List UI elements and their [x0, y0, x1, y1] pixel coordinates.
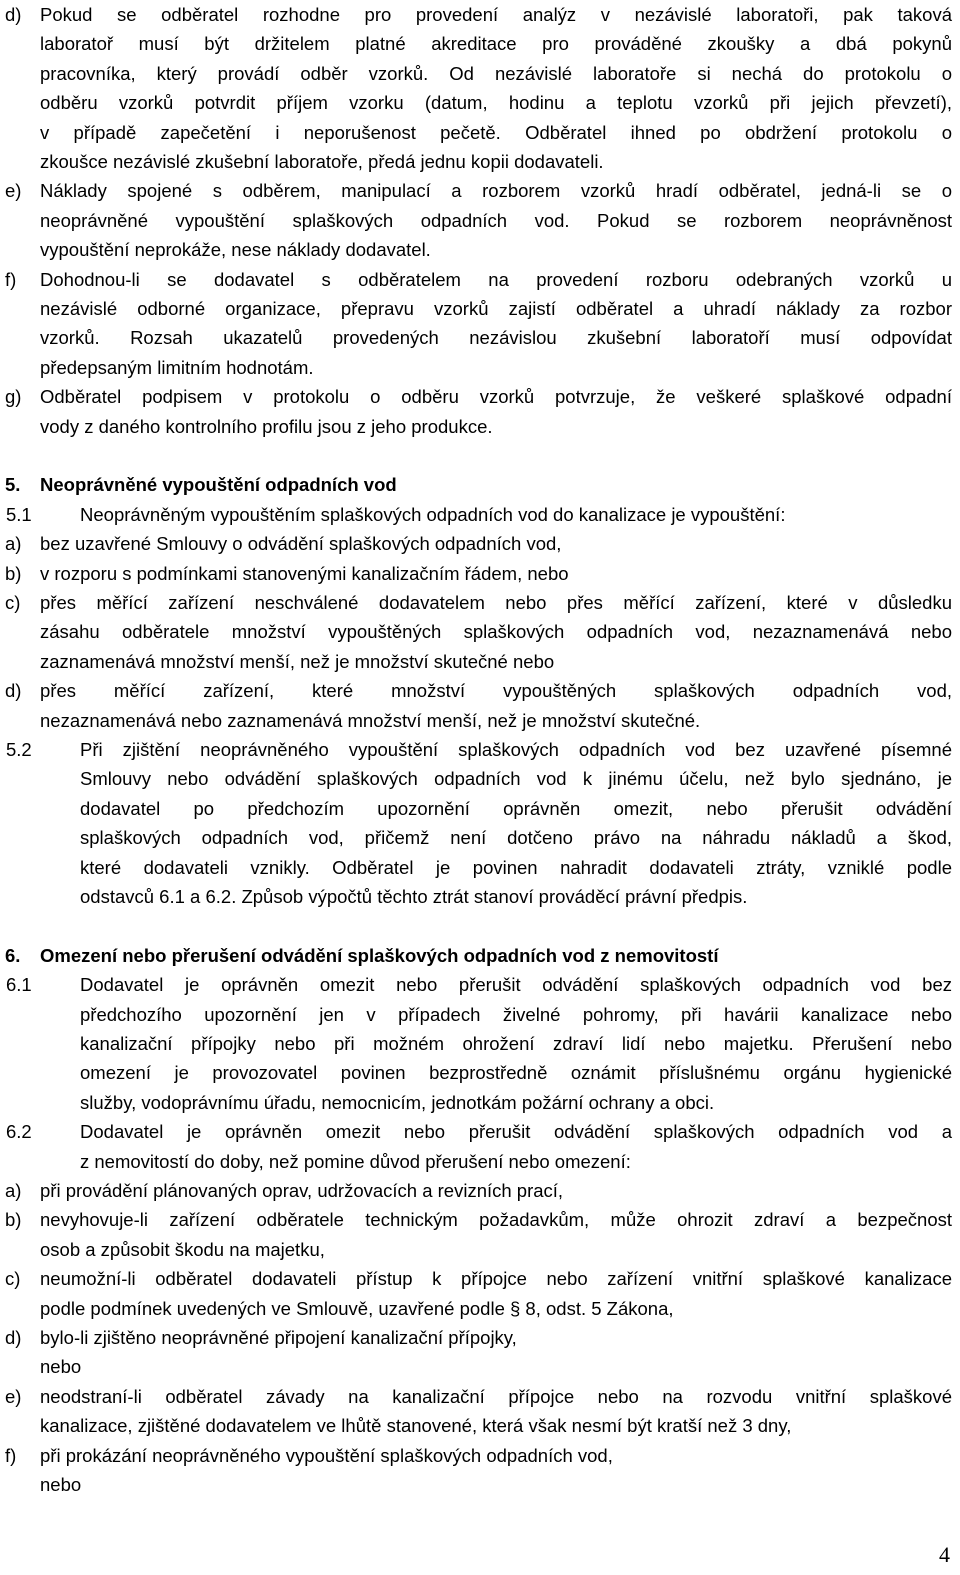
item-label: d)	[5, 1327, 22, 1348]
item-label: a)	[5, 533, 22, 555]
item-text: kanalizace, zjištěné dodavatelem ve lhůtě stanovené, která však nesmí být kratší než 3 dny,	[40, 1415, 792, 1437]
text-line	[0, 353, 960, 382]
item-text: osob a způsobit škodu na majetku,	[40, 1238, 325, 1260]
text-line	[0, 1382, 960, 1411]
text-line	[0, 941, 960, 970]
item-text: omezení je provozovatel povinen bezprostředně oznámit příslušnému orgánu hygienické	[80, 1062, 952, 1084]
item-text: přes měřící zařízení neschválené dodavatelem nebo přes měřící zařízení, které v důsledku	[40, 592, 952, 613]
text-line	[0, 764, 960, 793]
text-line	[0, 853, 960, 882]
item-text: splaškových odpadních vod, přičemž není dotčeno právo na náhradu nákladů a škod,	[80, 827, 952, 849]
item-text: Náklady spojené s odběrem, manipulací a rozborem vzorků hradí odběratel, jedná-li se o	[40, 180, 952, 202]
text-line	[0, 529, 960, 558]
item-text: služby, vodoprávnímu úřadu, nemocnicím, jednotkám požární ochrany a obci.	[80, 1091, 715, 1113]
item-text: neodstraní-li odběratel závady na kanalizační přípojce nebo na rozvodu vnitřní splaškové	[40, 1385, 952, 1407]
item-label: c)	[5, 592, 21, 613]
text-line	[0, 882, 960, 911]
text-line	[0, 323, 960, 352]
item-label: b)	[5, 562, 22, 584]
text-line	[0, 1294, 960, 1323]
text-line	[0, 1029, 960, 1058]
text-line	[0, 1470, 960, 1499]
item-text: vypouštění neprokáže, nese náklady dodavatel.	[40, 239, 431, 261]
text-line	[0, 1235, 960, 1264]
item-label: 5.	[5, 474, 21, 496]
item-text: při provádění plánovaných oprav, udržovacích a revizních prací,	[40, 1180, 564, 1201]
text-line	[0, 1264, 960, 1293]
text-line	[0, 970, 960, 999]
item-label: c)	[5, 1268, 21, 1290]
item-text: nebo	[40, 1356, 82, 1378]
text-line	[0, 147, 960, 176]
text-line	[0, 235, 960, 264]
item-label: f)	[5, 268, 17, 290]
item-text: odběru vzorků potvrdit příjem vzorku (datum, hodinu a teplotu vzorků při jejich převzetí),	[40, 92, 952, 114]
text-line	[0, 88, 960, 117]
item-text: nevyhovuje-li zařízení odběratele technickým požadavkům, může ohrozit zdraví a bezpečnost	[40, 1209, 952, 1231]
item-label: 6.1	[6, 974, 32, 996]
item-label: 5.1	[6, 503, 32, 525]
text-line	[0, 1058, 960, 1087]
text-line	[0, 1176, 960, 1205]
text-line	[0, 29, 960, 58]
text-line	[0, 1352, 960, 1381]
item-text: bylo-li zjištěno neoprávněné připojení kanalizační přípojky,	[40, 1327, 517, 1348]
item-text: odstavců 6.1 a 6.2. Způsob výpočtů těchto ztrát stanoví prováděcí právní předpis.	[80, 886, 748, 907]
item-text: Při zjištění neoprávněného vypouštění splaškových odpadních vod bez uzavřené písemné	[80, 739, 952, 760]
text-line	[0, 412, 960, 441]
text-line	[0, 265, 960, 294]
text-line	[0, 588, 960, 617]
text-line	[0, 823, 960, 852]
text-line	[0, 294, 960, 323]
item-text: Dodavatel je oprávněn omezit nebo přerušit odvádění splaškových odpadních vod bez	[80, 974, 952, 996]
text-line	[0, 647, 960, 676]
item-label: e)	[5, 180, 22, 202]
text-line	[0, 206, 960, 235]
text-line	[0, 118, 960, 147]
item-text: z nemovitostí do doby, než pomine důvod přerušení nebo omezení:	[80, 1150, 631, 1172]
item-text: Smlouvy nebo odvádění splaškových odpadních vod k jinému účelu, než bylo sjednáno, je	[80, 768, 952, 790]
item-text: nezaznamenává nebo zaznamenává množství menší, než je množství skutečné.	[40, 709, 701, 731]
item-text: laboratoř musí být držitelem platné akreditace pro prováděné zkoušky a dbá pokynů	[40, 33, 952, 55]
item-label: e)	[5, 1385, 22, 1407]
text-line	[0, 382, 960, 411]
item-text: vzorků. Rozsah ukazatelů provedených nezávislou zkušební laboratoří musí odpovídat	[40, 327, 952, 349]
text-line	[0, 176, 960, 205]
item-text: vody z daného kontrolního profilu jsou z jeho produkce.	[40, 415, 493, 437]
text-line	[0, 706, 960, 735]
text-line	[0, 0, 960, 29]
item-text: předchozího upozornění jen v případech živelné pohromy, při havárii kanalizace nebo	[80, 1003, 952, 1025]
item-label: 6.2	[6, 1121, 32, 1143]
item-text: neumožní-li odběratel dodavateli přístup k přípojce nebo zařízení vnitřní splaškové kanalizace	[40, 1268, 952, 1290]
item-text: při prokázání neoprávněného vypouštění splaškových odpadních vod,	[40, 1444, 613, 1466]
item-text: Pokud se odběratel rozhodne pro provedení analýz v nezávislé laboratoři, pak taková	[40, 4, 952, 25]
item-label: b)	[5, 1209, 22, 1231]
item-text: podle podmínek uvedených ve Smlouvě, uzavřené podle § 8, odst. 5 Zákona,	[40, 1297, 674, 1319]
text-line	[0, 470, 960, 499]
item-text: Dodavatel je oprávněn omezit nebo přerušit odvádění splaškových odpadních vod a	[80, 1121, 952, 1143]
text-line	[0, 1000, 960, 1029]
text-line	[0, 500, 960, 529]
item-text: zásahu odběratele množství vypouštěných splaškových odpadních vod, nezaznamenává nebo	[40, 621, 952, 643]
item-label: f)	[5, 1444, 17, 1466]
item-label: d)	[5, 680, 22, 702]
item-label: a)	[5, 1180, 22, 1201]
item-text: neoprávněné vypouštění splaškových odpadních vod. Pokud se rozborem neoprávněnost	[40, 209, 952, 231]
item-label: g)	[5, 386, 22, 408]
text-line	[0, 617, 960, 646]
item-text: přes měřící zařízení, které množství vypouštěných splaškových odpadních vod,	[40, 680, 952, 702]
item-text: Dohodnou-li se dodavatel s odběratelem na provedení rozboru odebraných vzorků u	[40, 268, 952, 290]
text-line	[0, 1088, 960, 1117]
item-text: které dodavateli vznikly. Odběratel je povinen nahradit dodavateli ztráty, vzniklé podle	[80, 856, 952, 878]
text-line	[0, 1441, 960, 1470]
item-label: 5.2	[6, 739, 32, 760]
item-text: bez uzavřené Smlouvy o odvádění splaškových odpadních vod,	[40, 533, 562, 555]
item-text: zkoušce nezávislé zkušební laboratoře, předá jednu kopii dodavateli.	[40, 151, 604, 172]
text-line	[0, 59, 960, 88]
item-text: Neoprávněným vypouštěním splaškových odpadních vod do kanalizace je vypouštění:	[80, 503, 786, 525]
item-label: 6.	[5, 944, 21, 966]
item-text: předepsaným limitním hodnotám.	[40, 356, 314, 378]
item-text: dodavatel po předchozím upozornění oprávněn omezit, nebo přerušit odvádění	[80, 797, 952, 819]
text-line	[0, 735, 960, 764]
item-text: nebo	[40, 1474, 82, 1495]
text-line	[0, 1323, 960, 1352]
text-line	[0, 559, 960, 588]
item-text: zaznamenává množství menší, než je množství skutečné nebo	[40, 650, 555, 672]
page-number: 4	[939, 1542, 950, 1567]
text-line	[0, 794, 960, 823]
item-text: v rozporu s podmínkami stanovenými kanalizačním řádem, nebo	[40, 562, 569, 584]
text-line	[0, 676, 960, 705]
text-line	[0, 1117, 960, 1146]
item-label: d)	[5, 4, 22, 25]
item-text: Odběratel podpisem v protokolu o odběru vzorků potvrzuje, že veškeré splaškové odpadní	[40, 386, 952, 408]
text-line	[0, 1205, 960, 1234]
item-text: kanalizační přípojky nebo při možném ohrožení zdraví lidí nebo majetku. Přerušení nebo	[80, 1033, 952, 1054]
item-text: Neoprávněné vypouštění odpadních vod	[40, 474, 397, 496]
item-text: Omezení nebo přerušení odvádění splaškových odpadních vod z nemovitostí	[40, 944, 719, 966]
item-text: v případě zapečetění i neporušenost pečetě. Odběratel ihned po obdržení protokolu o	[40, 121, 952, 143]
text-line	[0, 1147, 960, 1176]
item-text: nezávislé odborné organizace, přepravu vzorků zajistí odběratel a uhradí náklady za rozbor	[40, 298, 952, 319]
text-line	[0, 1411, 960, 1440]
item-text: pracovníka, který provádí odběr vzorků. Od nezávislé laboratoře si nechá do protokolu o	[40, 62, 952, 84]
